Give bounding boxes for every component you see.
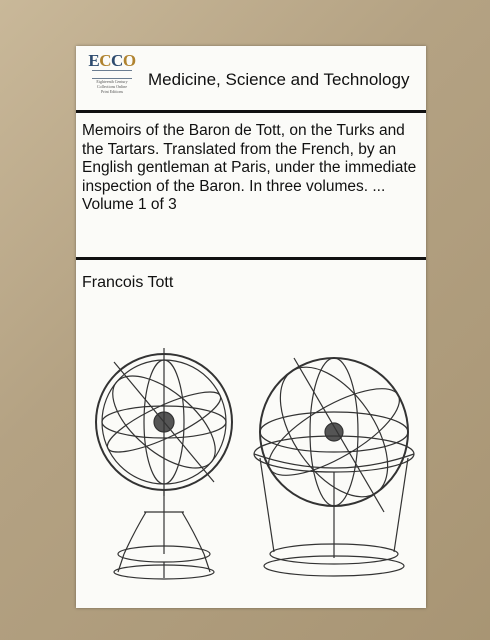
logo-wordmark: ECCO bbox=[88, 51, 136, 70]
book-title: Memoirs of the Baron de Tott, on the Turks and the Tartars. Translated from the French, by an English gentleman at Paris, under the immediate inspection of the Baron. In three volumes. ... Volume 1 of 3 bbox=[82, 122, 417, 214]
logo-subtitle-1: Eighteenth Century bbox=[96, 79, 128, 84]
book-author: Francois Tott bbox=[82, 274, 174, 291]
series-title: Medicine, Science and Technology bbox=[148, 70, 410, 89]
logo-mark-icon bbox=[92, 70, 132, 79]
logo-subtitle-3: Print Editions bbox=[100, 89, 124, 94]
series-header bbox=[80, 50, 418, 106]
divider-top bbox=[76, 110, 426, 113]
ecco-logo bbox=[86, 52, 138, 102]
divider-middle bbox=[76, 257, 426, 260]
logo-subtitle-2: Collections Online bbox=[96, 84, 128, 89]
armillary-sphere-icon bbox=[84, 322, 416, 592]
cover-page bbox=[76, 46, 426, 608]
armillary-sphere-illustration bbox=[84, 322, 416, 592]
left-sphere bbox=[96, 348, 232, 579]
right-sphere bbox=[254, 348, 414, 576]
